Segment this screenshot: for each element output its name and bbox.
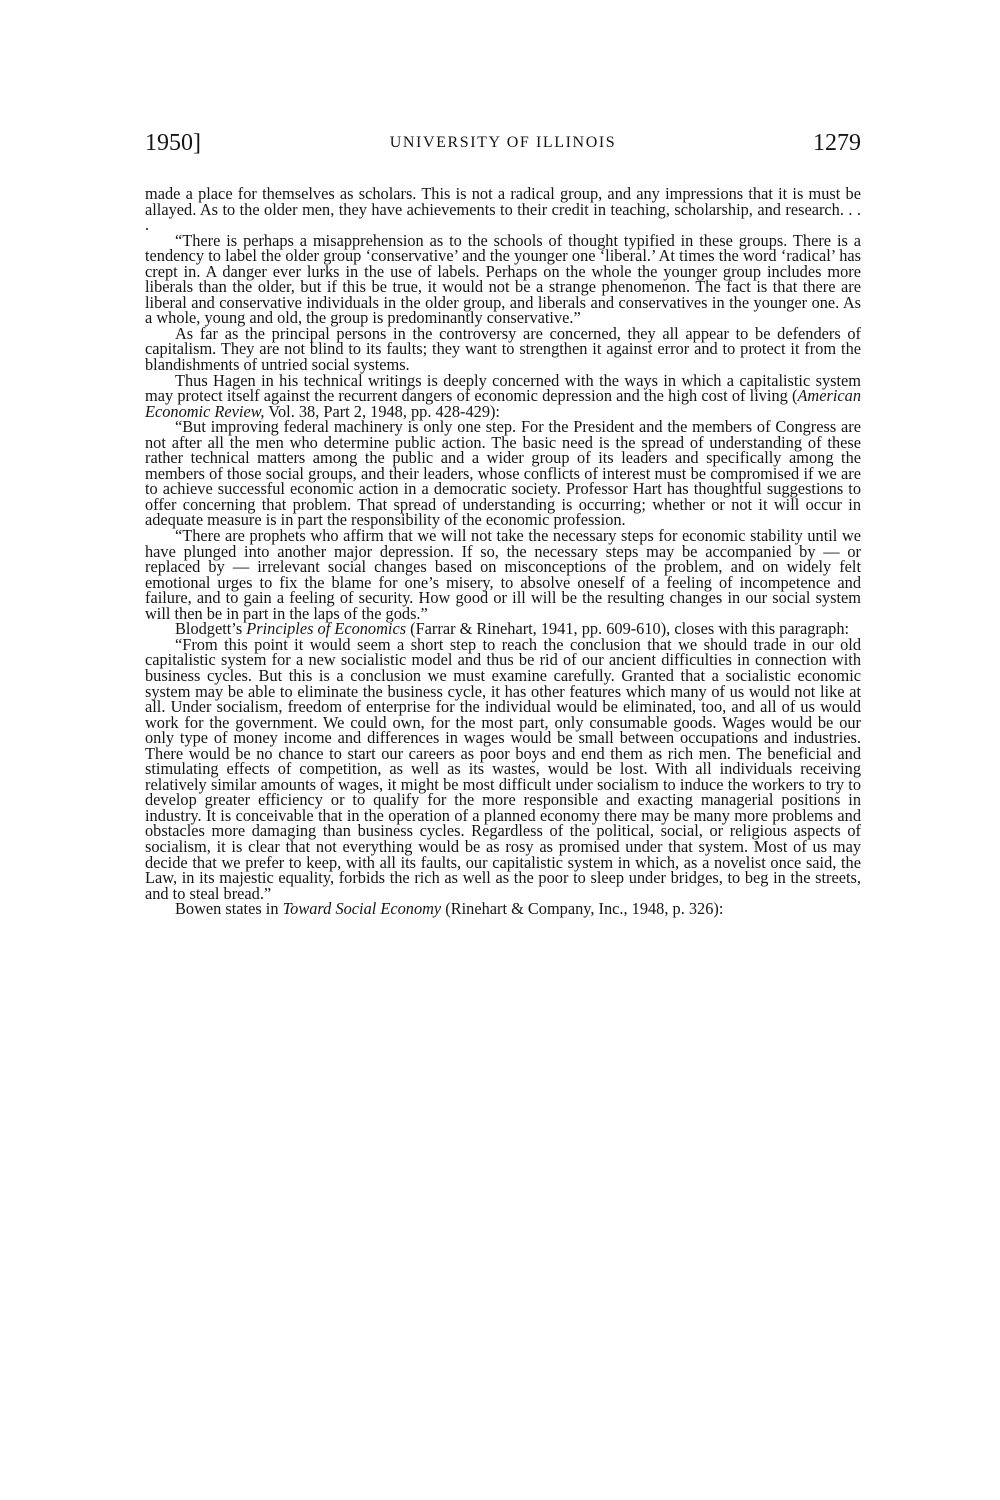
paragraph-text-after: (Farrar & Rinehart, 1941, pp. 609-610), closes with this paragraph: <box>406 619 850 639</box>
journal-title: American Economic Review, <box>145 386 861 421</box>
paragraph-1 <box>145 186 861 233</box>
paragraph-text-after: Vol. 38, Part 2, 1948, pp. 428-429): <box>264 401 500 421</box>
book-title: Toward Social Economy <box>282 899 442 919</box>
book-title: Principles of Economics <box>246 619 407 639</box>
paragraph-5 <box>145 419 861 528</box>
paragraph-text: made a place for themselves as scholars. This is not a radical group, and any impressions that it is must be allayed. As to the older men, they have achievements to their credit in teaching, scholarship, and research. . . . <box>145 184 861 235</box>
paragraph-4 <box>145 370 861 421</box>
body-text <box>145 186 861 917</box>
page-number: 1279 <box>813 130 861 156</box>
header-title: UNIVERSITY OF ILLINOIS <box>389 134 617 151</box>
paragraph-text-after: (Rinehart & Company, Inc., 1948, p. 326): <box>441 899 724 919</box>
paragraph-text: “There are prophets who affirm that we will not take the necessary steps for economic stability until we have plunged into another major depression. If so, the necessary steps may be accompanied by — or replaced by — irrelevant social changes based on misconceptions of the problem, and on widely felt emotional urges to fix the blame for one’s misery, to absolve oneself of a feeling of incompetence and failure, and to gain a feeling of security. How good or ill will be the resulting changes in our social system will then be in part in the laps of the gods.” <box>145 526 861 623</box>
paragraph-6 <box>145 528 861 621</box>
document-page <box>145 130 861 917</box>
paragraph-text: “There is perhaps a misapprehension as to the schools of thought typified in these groups. There is a tendency to label the older group ‘conservative’ and the younger one ‘liberal.’ At times the word ‘radical’ has crept in. A danger ever lurks in the use of labels. Perhaps on the whole the younger group includes more liberals than the older, but if this be true, it would not be a strange phenomenon. The fact is that there are liberal and conservative individuals in the older group, and liberals and conservatives in the younger one. As a whole, young and old, the group is predominantly conservative.” <box>145 230 861 328</box>
paragraph-text: “From this point it would seem a short step to reach the conclusion that we should trade in our old capitalistic system for a new socialistic model and thus be rid of our ancient difficulties in connection with business cycles. But this is a conclusion we must examine carefully. Granted that a socialistic economic system may be able to eliminate the business cycle, it has other features which many of us would not like at all. Under socialism, freedom of enterprise for the individual would be eliminated, too, and all of us would work for the government. We could own, for the most part, only consumable goods. Wages would be our only type of money income and differences in wages would be small between occupations and industries. There would be no chance to start our careers as poor boys and end them as rich men. The beneficial and stimulating effects of competition, as well as its wastes, would be lost. With all individuals receiving relatively similar amounts of wages, it might be most difficult under socialism to induce the workers to try to develop greater efficiency or to qualify for the more responsible and exacting managerial positions in industry. It is conceivable that in the operation of a planned economy there may be many more problems and obstacles more damaging than business cycles. Regardless of the political, social, or religious aspects of socialism, it is clear that not everything would be as rosy as promised under that system. Most of us may decide that we prefer to keep, with all its faults, our capitalistic system in which, as a novelist once said, the Law, in its majestic equality, forbids the rich as well as the poor to sleep under bridges, to beg in the streets, and to steal bread.” <box>145 634 861 903</box>
paragraph-2 <box>145 230 861 328</box>
paragraph-text: “But improving federal machinery is only one step. For the President and the members of Congress are not after all the men who determine public action. The basic need is the spread of understanding of these rather technical matters among the public and a wider group of its leaders and specifically among the members of those social groups, and their leaders, whose conflicts of interest must be compromised if we are to achieve successful economic action in a democratic society. Professor Hart has thoughtful suggestions to offer concerning that problem. That spread of understanding is occurring; whether or not it will occur in adequate measure is in part the responsibility of the economic profession. <box>145 417 861 530</box>
paragraph-9 <box>145 901 861 917</box>
paragraph-text: Bowen states in <box>175 899 283 919</box>
running-head <box>145 130 861 166</box>
paragraph-3 <box>145 323 861 375</box>
paragraph-text: Thus Hagen in his technical writings is deeply concerned with the ways in which a capitalistic system may protect itself against the recurrent dangers of economic depression and the high cost of living ( <box>145 370 861 406</box>
paragraph-text: As far as the principal persons in the controversy are concerned, they all appear to be defenders of capitalism. They are not blind to its faults; they want to strengthen it against error and to protect it from the blandishments of untried social systems. <box>145 323 861 375</box>
paragraph-8 <box>145 634 861 903</box>
paragraph-text: Blodgett’s <box>175 619 247 639</box>
header-year: 1950] <box>145 130 201 156</box>
